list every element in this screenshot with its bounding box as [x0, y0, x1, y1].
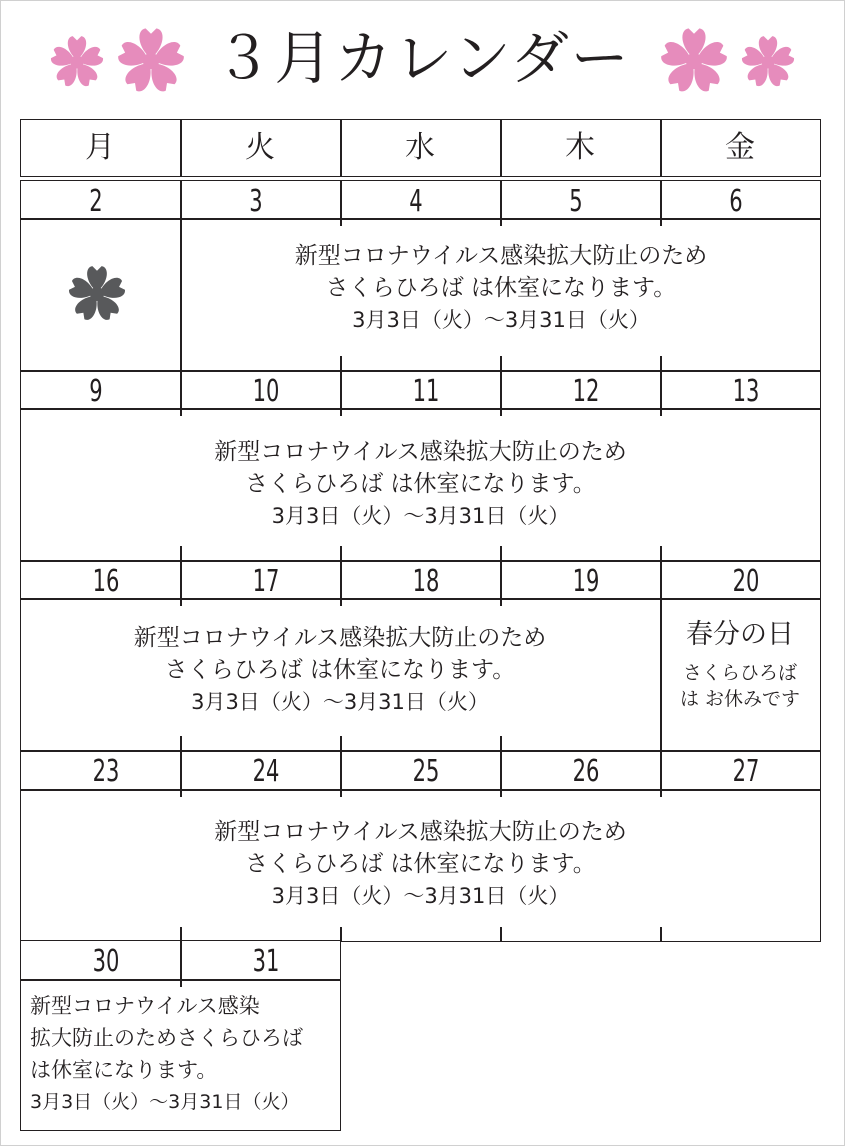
date-cell: 12	[572, 374, 600, 409]
closure-notice-short: 新型コロナウイルス感染 拡大防止のためさくらひろば は休室になります。 3月3日（火）～3月31日（火）	[30, 994, 303, 1113]
date-cell: 24	[252, 754, 280, 789]
date-cell: 6	[729, 184, 743, 219]
sakura-icon	[50, 35, 104, 89]
sakura-icon	[660, 27, 728, 95]
date-cell: 26	[572, 754, 600, 789]
date-cell: 30	[92, 944, 120, 979]
date-cell: 20	[732, 564, 760, 599]
date-cell: 17	[252, 564, 280, 599]
date-cell: 27	[732, 754, 760, 789]
weekday-fri: 金	[725, 130, 755, 165]
sakura-icon	[117, 27, 185, 95]
date-cell: 2	[89, 184, 103, 219]
weekday-thu: 木	[565, 130, 595, 165]
closure-notice: 新型コロナウイルス感染拡大防止のため さくらひろば は休室になります。 3月3日（火）～3月31日（火）	[214, 819, 627, 908]
date-cell: 9	[89, 374, 103, 409]
date-cell: 19	[572, 564, 600, 599]
date-cell: 5	[569, 184, 583, 219]
date-cell: 18	[412, 564, 440, 599]
closure-notice: 新型コロナウイルス感染拡大防止のため さくらひろば は休室になります。 3月3日（火）～3月31日（火）	[294, 243, 708, 332]
holiday-note: さくらひろば は お休みです	[679, 662, 801, 710]
closure-notice: 新型コロナウイルス感染拡大防止のため さくらひろば は休室になります。 3月3日（火）～3月31日（火）	[214, 439, 627, 528]
sakura-icon	[68, 265, 126, 323]
date-cell: 3	[249, 184, 263, 219]
closure-notice: 新型コロナウイルス感染拡大防止のため さくらひろば は休室になります。 3月3日（火）～3月31日（火）	[133, 625, 547, 714]
date-cell: 10	[252, 374, 280, 409]
weekday-wed: 水	[405, 130, 435, 165]
date-cell: 25	[412, 754, 440, 789]
holiday-title: 春分の日	[686, 619, 794, 650]
date-cell: 13	[732, 374, 760, 409]
weekday-mon: 月	[85, 130, 115, 165]
date-cell: 23	[92, 754, 120, 789]
date-cell: 31	[252, 944, 280, 979]
weekday-tue: 火	[245, 130, 275, 165]
date-cell: 16	[92, 564, 120, 599]
sakura-icon	[741, 35, 795, 89]
date-cell: 11	[412, 374, 440, 409]
page-title: ３月カレンダー	[214, 24, 631, 92]
date-cell: 4	[409, 184, 423, 219]
